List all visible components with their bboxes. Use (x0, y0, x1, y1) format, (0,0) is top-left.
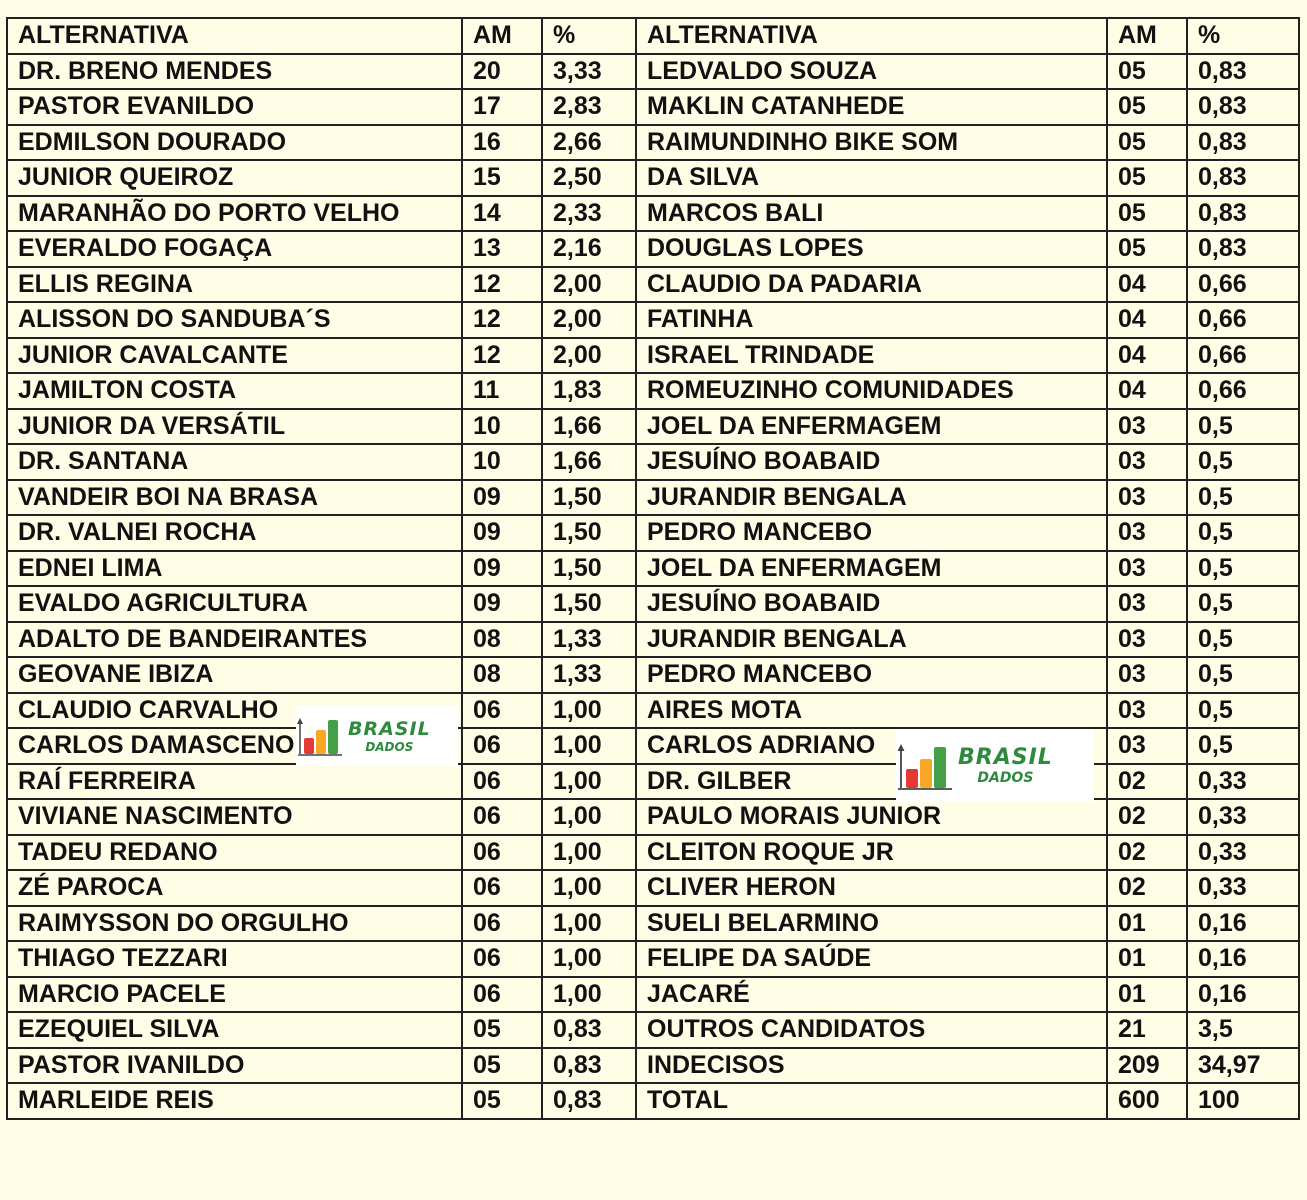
right-percentage-cell: 0,33 (1187, 870, 1299, 906)
right-candidate-name-cell: AIRES MOTA (636, 693, 1107, 729)
left-am-count-cell: 06 (462, 728, 542, 764)
right-am-count-cell: 01 (1107, 906, 1187, 942)
right-am-count-cell: 03 (1107, 657, 1187, 693)
left-am-count-cell: 11 (462, 373, 542, 409)
table-row (7, 799, 1299, 835)
left-percentage-cell: 2,16 (542, 231, 636, 267)
left-am-count-cell: 08 (462, 657, 542, 693)
left-candidate-name-cell: DR. BRENO MENDES (7, 54, 462, 90)
right-am-count-cell: 600 (1107, 1083, 1187, 1119)
left-candidate-name-cell: DR. SANTANA (7, 444, 462, 480)
left-percentage-cell: 1,33 (542, 622, 636, 658)
right-candidate-name-cell: ISRAEL TRINDADE (636, 338, 1107, 374)
left-am-count-cell: 09 (462, 515, 542, 551)
right-candidate-name-cell: CLEITON ROQUE JR (636, 835, 1107, 871)
right-am-count-cell: 03 (1107, 444, 1187, 480)
left-am-count-cell: 08 (462, 622, 542, 658)
left-percentage-cell: 1,50 (542, 480, 636, 516)
left-am-count-cell: 06 (462, 977, 542, 1013)
table-row (7, 764, 1299, 800)
table-row (7, 302, 1299, 338)
left-percentage-cell: 1,00 (542, 799, 636, 835)
right-candidate-name-cell: DA SILVA (636, 160, 1107, 196)
left-percentage-cell: 1,66 (542, 409, 636, 445)
left-candidate-name-cell: JUNIOR CAVALCANTE (7, 338, 462, 374)
right-percentage-cell: 0,33 (1187, 764, 1299, 800)
right-percentage-cell: 0,5 (1187, 622, 1299, 658)
left-percentage-cell: 1,33 (542, 657, 636, 693)
table-row (7, 1012, 1299, 1048)
left-am-count-cell: 05 (462, 1048, 542, 1084)
header-pct-left: % (542, 18, 636, 54)
left-percentage-cell: 1,00 (542, 906, 636, 942)
right-percentage-cell: 0,5 (1187, 515, 1299, 551)
right-percentage-cell: 0,5 (1187, 551, 1299, 587)
table-row (7, 338, 1299, 374)
table-row (7, 657, 1299, 693)
left-percentage-cell: 0,83 (542, 1012, 636, 1048)
left-am-count-cell: 17 (462, 89, 542, 125)
right-candidate-name-cell: JURANDIR BENGALA (636, 622, 1107, 658)
right-percentage-cell: 0,66 (1187, 338, 1299, 374)
left-candidate-name-cell: RAIMYSSON DO ORGULHO (7, 906, 462, 942)
left-candidate-name-cell: GEOVANE IBIZA (7, 657, 462, 693)
right-percentage-cell: 0,16 (1187, 977, 1299, 1013)
right-percentage-cell: 0,5 (1187, 728, 1299, 764)
header-row (7, 18, 1299, 54)
right-candidate-name-cell: CLAUDIO DA PADARIA (636, 267, 1107, 303)
right-candidate-name-cell: MAKLIN CATANHEDE (636, 89, 1107, 125)
right-am-count-cell: 03 (1107, 586, 1187, 622)
right-am-count-cell: 05 (1107, 125, 1187, 161)
header-pct-right: % (1187, 18, 1299, 54)
table-row (7, 728, 1299, 764)
table-row (7, 373, 1299, 409)
left-am-count-cell: 09 (462, 586, 542, 622)
left-candidate-name-cell: EDNEI LIMA (7, 551, 462, 587)
table-row (7, 1048, 1299, 1084)
right-am-count-cell: 02 (1107, 870, 1187, 906)
right-am-count-cell: 05 (1107, 89, 1187, 125)
right-am-count-cell: 02 (1107, 835, 1187, 871)
left-candidate-name-cell: ADALTO DE BANDEIRANTES (7, 622, 462, 658)
left-percentage-cell: 1,00 (542, 941, 636, 977)
right-candidate-name-cell: CLIVER HERON (636, 870, 1107, 906)
left-percentage-cell: 1,00 (542, 870, 636, 906)
right-candidate-name-cell: FELIPE DA SAÚDE (636, 941, 1107, 977)
left-candidate-name-cell: MARANHÃO DO PORTO VELHO (7, 196, 462, 232)
left-am-count-cell: 10 (462, 409, 542, 445)
left-candidate-name-cell: VANDEIR BOI NA BRASA (7, 480, 462, 516)
right-am-count-cell: 01 (1107, 977, 1187, 1013)
left-percentage-cell: 2,33 (542, 196, 636, 232)
logo-subtitle: DADOS (365, 739, 414, 754)
left-candidate-name-cell: EVERALDO FOGAÇA (7, 231, 462, 267)
left-am-count-cell: 12 (462, 338, 542, 374)
left-am-count-cell: 09 (462, 551, 542, 587)
left-percentage-cell: 2,66 (542, 125, 636, 161)
left-am-count-cell: 16 (462, 125, 542, 161)
right-candidate-name-cell: DOUGLAS LOPES (636, 231, 1107, 267)
right-am-count-cell: 21 (1107, 1012, 1187, 1048)
right-candidate-name-cell: PEDRO MANCEBO (636, 657, 1107, 693)
left-am-count-cell: 12 (462, 267, 542, 303)
right-percentage-cell: 0,5 (1187, 657, 1299, 693)
left-candidate-name-cell: ALISSON DO SANDUBA´S (7, 302, 462, 338)
right-percentage-cell: 3,5 (1187, 1012, 1299, 1048)
left-am-count-cell: 05 (462, 1012, 542, 1048)
right-percentage-cell: 100 (1187, 1083, 1299, 1119)
left-percentage-cell: 0,83 (542, 1048, 636, 1084)
left-percentage-cell: 1,00 (542, 764, 636, 800)
bar-chart-logo-icon (296, 714, 344, 758)
left-candidate-name-cell: PASTOR EVANILDO (7, 89, 462, 125)
table-row (7, 89, 1299, 125)
right-candidate-name-cell: OUTROS CANDIDATOS (636, 1012, 1107, 1048)
right-percentage-cell: 0,66 (1187, 373, 1299, 409)
right-am-count-cell: 01 (1107, 941, 1187, 977)
table-row (7, 586, 1299, 622)
right-percentage-cell: 0,16 (1187, 906, 1299, 942)
table-row (7, 870, 1299, 906)
right-percentage-cell: 0,83 (1187, 196, 1299, 232)
right-candidate-name-cell: ROMEUZINHO COMUNIDADES (636, 373, 1107, 409)
table-row (7, 54, 1299, 90)
right-percentage-cell: 0,33 (1187, 799, 1299, 835)
left-am-count-cell: 20 (462, 54, 542, 90)
right-am-count-cell: 03 (1107, 480, 1187, 516)
right-percentage-cell: 0,83 (1187, 231, 1299, 267)
right-percentage-cell: 0,5 (1187, 444, 1299, 480)
right-percentage-cell: 0,5 (1187, 480, 1299, 516)
right-candidate-name-cell: RAIMUNDINHO BIKE SOM (636, 125, 1107, 161)
table-row (7, 1083, 1299, 1119)
left-percentage-cell: 1,00 (542, 728, 636, 764)
right-percentage-cell: 0,83 (1187, 160, 1299, 196)
logo-subtitle: DADOS (977, 770, 1034, 786)
right-am-count-cell: 05 (1107, 196, 1187, 232)
left-candidate-name-cell: ZÉ PAROCA (7, 870, 462, 906)
bar-chart-logo-icon (896, 739, 954, 793)
right-percentage-cell: 0,16 (1187, 941, 1299, 977)
right-percentage-cell: 0,5 (1187, 586, 1299, 622)
right-percentage-cell: 0,66 (1187, 302, 1299, 338)
left-percentage-cell: 2,83 (542, 89, 636, 125)
right-percentage-cell: 0,66 (1187, 267, 1299, 303)
left-am-count-cell: 06 (462, 799, 542, 835)
right-candidate-name-cell: DR. GILBER (636, 764, 1107, 800)
left-percentage-cell: 1,83 (542, 373, 636, 409)
right-candidate-name-cell: JOEL DA ENFERMAGEM (636, 409, 1107, 445)
header-am-right: AM (1107, 18, 1187, 54)
left-candidate-name-cell: DR. VALNEI ROCHA (7, 515, 462, 551)
logo-title: BRASIL (958, 745, 1053, 770)
right-candidate-name-cell: PEDRO MANCEBO (636, 515, 1107, 551)
left-percentage-cell: 1,50 (542, 515, 636, 551)
right-percentage-cell: 0,33 (1187, 835, 1299, 871)
left-candidate-name-cell: ELLIS REGINA (7, 267, 462, 303)
left-am-count-cell: 15 (462, 160, 542, 196)
left-candidate-name-cell: CLAUDIO CARVALHO (7, 693, 462, 729)
left-am-count-cell: 12 (462, 302, 542, 338)
left-candidate-name-cell: TADEU REDANO (7, 835, 462, 871)
right-am-count-cell: 05 (1107, 160, 1187, 196)
left-candidate-name-cell: MARCIO PACELE (7, 977, 462, 1013)
left-percentage-cell: 1,50 (542, 551, 636, 587)
table-row (7, 196, 1299, 232)
left-percentage-cell: 0,83 (542, 1083, 636, 1119)
brasil-dados-logo (296, 706, 458, 766)
header-alternativa-right: ALTERNATIVA (636, 18, 1107, 54)
right-candidate-name-cell: JOEL DA ENFERMAGEM (636, 551, 1107, 587)
right-percentage-cell: 0,83 (1187, 54, 1299, 90)
left-percentage-cell: 2,00 (542, 302, 636, 338)
table-row (7, 444, 1299, 480)
table-row (7, 515, 1299, 551)
right-candidate-name-cell: JACARÉ (636, 977, 1107, 1013)
right-candidate-name-cell: PAULO MORAIS JUNIOR (636, 799, 1107, 835)
table-row (7, 622, 1299, 658)
left-candidate-name-cell: MARLEIDE REIS (7, 1083, 462, 1119)
right-am-count-cell: 04 (1107, 302, 1187, 338)
logo-title: BRASIL (348, 717, 431, 740)
right-am-count-cell: 05 (1107, 54, 1187, 90)
table-row (7, 906, 1299, 942)
left-candidate-name-cell: CARLOS DAMASCENO (7, 728, 462, 764)
left-percentage-cell: 1,00 (542, 835, 636, 871)
left-candidate-name-cell: EZEQUIEL SILVA (7, 1012, 462, 1048)
right-am-count-cell: 03 (1107, 551, 1187, 587)
left-am-count-cell: 06 (462, 693, 542, 729)
left-candidate-name-cell: THIAGO TEZZARI (7, 941, 462, 977)
left-am-count-cell: 06 (462, 941, 542, 977)
right-am-count-cell: 04 (1107, 338, 1187, 374)
right-am-count-cell: 05 (1107, 231, 1187, 267)
left-percentage-cell: 1,00 (542, 977, 636, 1013)
table-row (7, 551, 1299, 587)
right-candidate-name-cell: JESUÍNO BOABAID (636, 444, 1107, 480)
right-am-count-cell: 03 (1107, 409, 1187, 445)
right-candidate-name-cell: TOTAL (636, 1083, 1107, 1119)
right-percentage-cell: 0,5 (1187, 693, 1299, 729)
right-candidate-name-cell: FATINHA (636, 302, 1107, 338)
table-row (7, 267, 1299, 303)
left-am-count-cell: 06 (462, 870, 542, 906)
left-am-count-cell: 14 (462, 196, 542, 232)
left-am-count-cell: 06 (462, 764, 542, 800)
right-am-count-cell: 209 (1107, 1048, 1187, 1084)
table-row (7, 941, 1299, 977)
table-row (7, 409, 1299, 445)
right-candidate-name-cell: LEDVALDO SOUZA (636, 54, 1107, 90)
right-am-count-cell: 03 (1107, 515, 1187, 551)
left-candidate-name-cell: VIVIANE NASCIMENTO (7, 799, 462, 835)
table-row (7, 977, 1299, 1013)
right-percentage-cell: 34,97 (1187, 1048, 1299, 1084)
left-candidate-name-cell: PASTOR IVANILDO (7, 1048, 462, 1084)
right-am-count-cell: 03 (1107, 693, 1187, 729)
left-percentage-cell: 1,50 (542, 586, 636, 622)
header-alternativa-left: ALTERNATIVA (7, 18, 462, 54)
left-am-count-cell: 05 (462, 1083, 542, 1119)
left-am-count-cell: 06 (462, 835, 542, 871)
left-am-count-cell: 09 (462, 480, 542, 516)
left-candidate-name-cell: EVALDO AGRICULTURA (7, 586, 462, 622)
table-row (7, 231, 1299, 267)
left-percentage-cell: 3,33 (542, 54, 636, 90)
left-candidate-name-cell: RAÍ FERREIRA (7, 764, 462, 800)
right-candidate-name-cell: INDECISOS (636, 1048, 1107, 1084)
table-row (7, 480, 1299, 516)
right-candidate-name-cell: CARLOS ADRIANO (636, 728, 1107, 764)
left-candidate-name-cell: JUNIOR QUEIROZ (7, 160, 462, 196)
table-row (7, 160, 1299, 196)
right-percentage-cell: 0,83 (1187, 89, 1299, 125)
right-candidate-name-cell: JURANDIR BENGALA (636, 480, 1107, 516)
right-am-count-cell: 04 (1107, 373, 1187, 409)
right-percentage-cell: 0,83 (1187, 125, 1299, 161)
left-percentage-cell: 1,66 (542, 444, 636, 480)
left-am-count-cell: 06 (462, 906, 542, 942)
table-row (7, 835, 1299, 871)
right-am-count-cell: 03 (1107, 622, 1187, 658)
right-am-count-cell: 02 (1107, 764, 1187, 800)
left-percentage-cell: 2,50 (542, 160, 636, 196)
right-am-count-cell: 02 (1107, 799, 1187, 835)
left-candidate-name-cell: JUNIOR DA VERSÁTIL (7, 409, 462, 445)
right-candidate-name-cell: SUELI BELARMINO (636, 906, 1107, 942)
left-percentage-cell: 2,00 (542, 267, 636, 303)
left-candidate-name-cell: JAMILTON COSTA (7, 373, 462, 409)
right-am-count-cell: 03 (1107, 728, 1187, 764)
table-row (7, 125, 1299, 161)
header-am-left: AM (462, 18, 542, 54)
right-candidate-name-cell: MARCOS BALI (636, 196, 1107, 232)
brasil-dados-logo (896, 730, 1094, 802)
left-am-count-cell: 10 (462, 444, 542, 480)
left-percentage-cell: 2,00 (542, 338, 636, 374)
left-candidate-name-cell: EDMILSON DOURADO (7, 125, 462, 161)
right-percentage-cell: 0,5 (1187, 409, 1299, 445)
table-row (7, 693, 1299, 729)
poll-results-table (6, 17, 1300, 1120)
left-am-count-cell: 13 (462, 231, 542, 267)
left-percentage-cell: 1,00 (542, 693, 636, 729)
right-candidate-name-cell: JESUÍNO BOABAID (636, 586, 1107, 622)
right-am-count-cell: 04 (1107, 267, 1187, 303)
